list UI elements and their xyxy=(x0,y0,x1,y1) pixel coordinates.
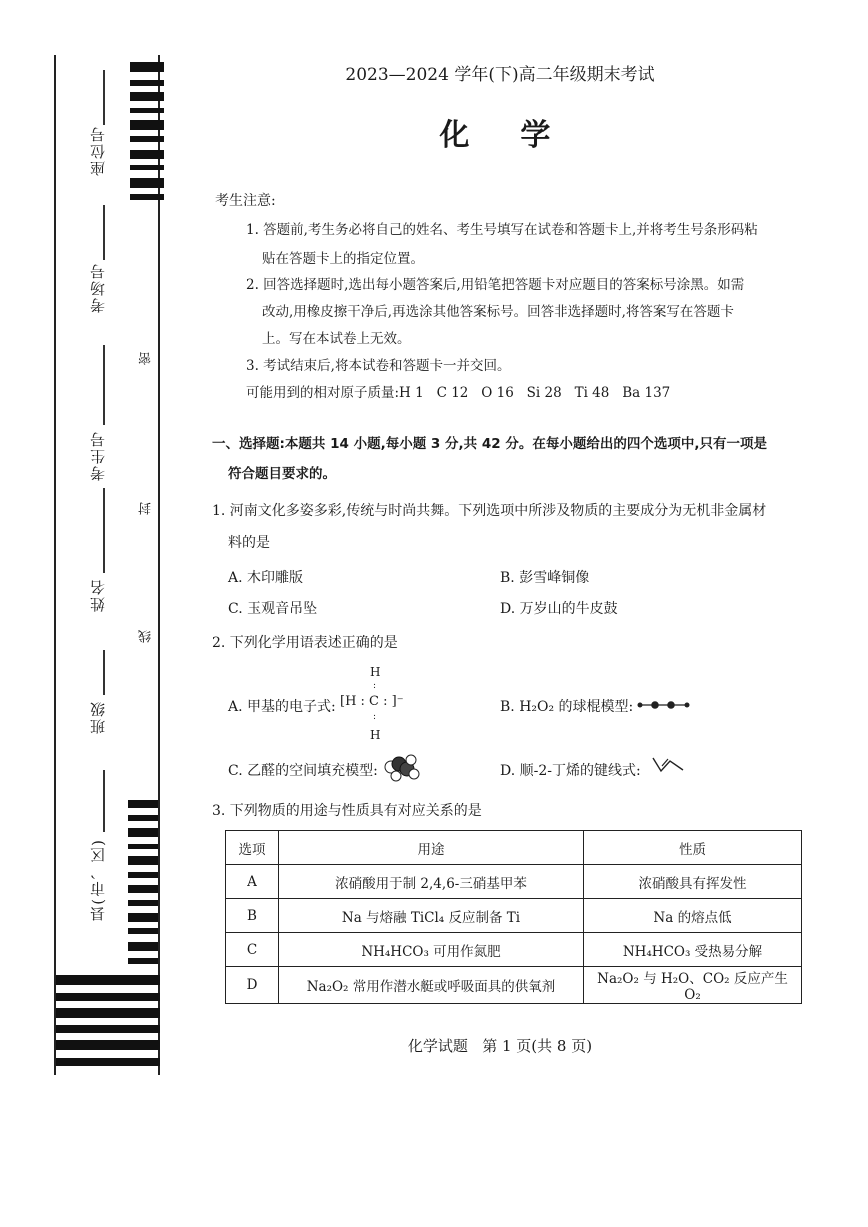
table-row xyxy=(226,865,802,899)
field-class: 班级 xyxy=(89,700,107,734)
table-cell: Na₂O₂ 常用作潜水艇或呼吸面具的供氧剂 xyxy=(279,967,584,1004)
exam-title: 2023—2024 学年(下)高二年级期末考试 xyxy=(345,65,655,85)
field-seat-number: 座位号 xyxy=(89,125,107,176)
q1-stem-1: 1. 河南文化多姿多彩,传统与时尚共舞。下列选项中所涉及物质的主要成分为无机非金属材 xyxy=(212,503,767,519)
q1-option-c: C. 玉观音吊坠 xyxy=(228,601,318,617)
note-line-2: 贴在答题卡上的指定位置。 xyxy=(262,251,424,267)
field-name: 姓名 xyxy=(89,578,107,612)
q2-option-a: A. 甲基的电子式: xyxy=(228,699,336,715)
note-line-4: 改动,用橡皮擦干净后,再选涂其他答案标号。回答非选择题时,将答案写在答题卡 xyxy=(262,304,734,320)
seat-number-line[interactable] xyxy=(103,70,105,125)
seal-char-3: 线 xyxy=(139,628,154,643)
table-cell: 浓硝酸具有挥发性 xyxy=(584,865,802,899)
table-cell: D xyxy=(226,967,279,1004)
table-cell: Na 的熔点低 xyxy=(584,899,802,933)
q1-stem-2: 料的是 xyxy=(228,535,270,551)
county-line[interactable] xyxy=(103,770,105,832)
table-cell: NH₄HCO₃ 受热易分解 xyxy=(584,933,802,967)
cis-2-butene-skeletal-formula xyxy=(650,752,686,776)
table-row xyxy=(226,899,802,933)
table-cell: NH₄HCO₃ 可用作氮肥 xyxy=(279,933,584,967)
seal-char-1: 密 xyxy=(139,350,154,365)
q1-option-a: A. 木印雕版 xyxy=(228,570,304,586)
page-footer: 化学试题 第 1 页(共 8 页) xyxy=(407,1037,593,1055)
table-header-cell: 选项 xyxy=(226,831,279,865)
class-line[interactable] xyxy=(103,650,105,695)
table-row xyxy=(226,933,802,967)
table-header-cell: 性质 xyxy=(584,831,802,865)
methyl-h-top: H xyxy=(370,665,381,679)
margin-border-left xyxy=(54,55,56,1075)
table-header-cell: 用途 xyxy=(279,831,584,865)
electron-dots-top: : xyxy=(373,681,377,691)
table-header-row xyxy=(226,831,802,865)
q2-option-c: C. 乙醛的空间填充模型: xyxy=(228,763,378,779)
table-cell: Na 与熔融 TiCl₄ 反应制备 Ti xyxy=(279,899,584,933)
h2o2-ball-stick-model xyxy=(636,698,692,712)
q1-option-d: D. 万岁山的牛皮鼓 xyxy=(500,601,618,617)
q2-option-d: D. 顺-2-丁烯的键线式: xyxy=(500,763,641,779)
exam-room-line[interactable] xyxy=(103,205,105,260)
notes-heading: 考生注意: xyxy=(215,193,276,209)
table-cell: B xyxy=(226,899,279,933)
methyl-electron-formula: [H : C : ]⁻ xyxy=(340,694,404,709)
field-county: 县(市、区) xyxy=(89,838,107,922)
methyl-h-bottom: H xyxy=(370,728,381,742)
atomic-masses: 可能用到的相对原子质量:H 1 C 12 O 16 Si 28 Ti 48 Ba 137 xyxy=(246,385,671,401)
note-line-6: 3. 考试结束后,将本试卷和答题卡一并交回。 xyxy=(246,358,511,374)
margin-border-right xyxy=(158,55,160,1075)
electron-dots-bottom: : xyxy=(373,712,377,722)
section-heading-1: 一、选择题:本题共 14 小题,每小题 3 分,共 42 分。在每小题给出的四个选项中,只有一项是 xyxy=(212,436,767,452)
name-line[interactable] xyxy=(103,488,105,573)
field-student-id: 考生号 xyxy=(89,430,107,481)
acetaldehyde-space-filling-model xyxy=(382,752,422,782)
q3-stem: 3. 下列物质的用途与性质具有对应关系的是 xyxy=(212,803,482,819)
table-row xyxy=(226,967,802,1004)
table-cell: 浓硝酸用于制 2,4,6-三硝基甲苯 xyxy=(279,865,584,899)
table-cell: Na₂O₂ 与 H₂O、CO₂ 反应产生 O₂ xyxy=(584,967,802,1004)
note-line-1: 1. 答题前,考生务必将自己的姓名、考生号填写在试卷和答题卡上,并将考生号条形码粘 xyxy=(246,222,758,238)
table-cell: A xyxy=(226,865,279,899)
q1-option-b: B. 彭雪峰铜像 xyxy=(500,570,590,586)
q2-option-b: B. H₂O₂ 的球棍模型: xyxy=(500,699,634,715)
table-cell: C xyxy=(226,933,279,967)
section-heading-2: 符合题目要求的。 xyxy=(228,466,336,482)
q3-table xyxy=(225,830,802,1004)
note-line-5: 上。写在本试卷上无效。 xyxy=(262,331,411,347)
note-line-3: 2. 回答选择题时,选出每小题答案后,用铅笔把答题卡对应题目的答案标号涂黑。如需 xyxy=(246,277,745,293)
student-id-line[interactable] xyxy=(103,345,105,425)
seal-char-2: 封 xyxy=(139,500,154,515)
field-exam-room: 考场号 xyxy=(89,262,107,313)
q2-stem: 2. 下列化学用语表述正确的是 xyxy=(212,635,398,651)
subject-title: 化 学 xyxy=(439,118,561,153)
